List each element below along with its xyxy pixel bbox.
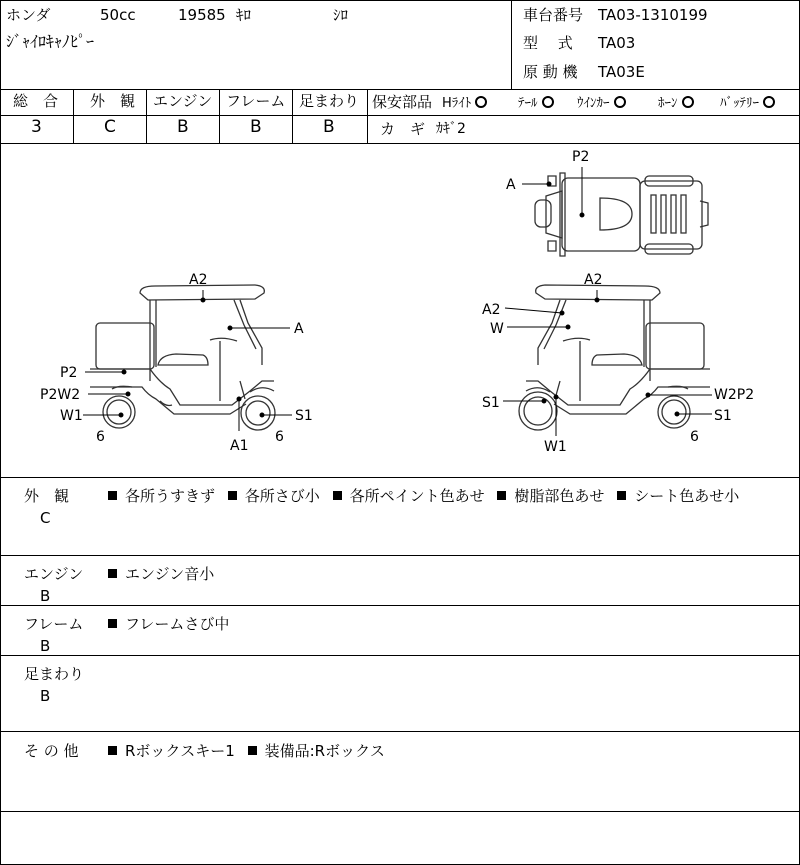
suspension-grade: B <box>323 117 335 137</box>
ok-circle-icon <box>475 96 487 108</box>
safety-item-tail: ﾃｰﾙ <box>518 96 554 110</box>
left-side-markers <box>83 290 292 431</box>
list-item: 各所ペイント色あせ <box>333 487 485 505</box>
list-item: 各所うすきず <box>108 487 215 505</box>
right-w2p2-label: W2P2 <box>714 387 755 403</box>
notes-other-items <box>108 740 393 761</box>
notes-other-label: そ の 他 <box>24 742 79 760</box>
engine-model-label: 原 動 機 <box>523 63 578 81</box>
right-six-label: 6 <box>690 429 699 445</box>
right-a2-top-label: A2 <box>584 272 603 288</box>
notes-engine-grade: B <box>40 587 51 605</box>
left-p2-label: P2 <box>60 365 78 381</box>
notes-exterior-label: 外 観 <box>24 487 70 505</box>
left-w1-label: W1 <box>60 408 83 424</box>
bullet-icon <box>108 746 117 755</box>
bullet-icon <box>497 491 506 500</box>
chassis-label: 車台番号 <box>523 6 584 24</box>
notes-engine-label: エンジン <box>24 565 84 583</box>
safety-item-winker: ｳｲﾝｶｰ <box>577 96 626 110</box>
notes-suspension-label: 足まわり <box>24 665 85 683</box>
list-item: フレームさび中 <box>108 615 229 633</box>
ok-circle-icon <box>763 96 775 108</box>
engine-grade: B <box>177 117 189 137</box>
safety-item-battery: ﾊﾞｯﾃﾘｰ <box>720 96 775 110</box>
overall-grade: 3 <box>31 117 42 137</box>
suspension-label: 足まわり <box>299 92 360 110</box>
safety-item-headlight: Hﾗｲﾄ <box>442 96 487 110</box>
frame-label: フレーム <box>226 92 286 110</box>
bullet-icon <box>617 491 626 500</box>
left-p2w2-label: P2W2 <box>40 387 81 403</box>
notes-frame-items <box>108 613 237 634</box>
bullet-icon <box>108 491 117 500</box>
list-item: エンジン音小 <box>108 565 214 583</box>
overall-label: 総 合 <box>13 92 59 110</box>
list-item: 各所さび小 <box>228 487 320 505</box>
list-item: 装備品:Rボックス <box>248 742 385 760</box>
right-side-drawing <box>519 285 710 430</box>
vehicle-diagram <box>0 143 800 477</box>
ok-circle-icon <box>682 96 694 108</box>
notes-frame-grade: B <box>40 637 51 655</box>
color: ｼﾛ <box>333 6 349 24</box>
bullet-icon <box>248 746 257 755</box>
right-s1-left-label: S1 <box>482 395 500 411</box>
chassis-value: TA03-1310199 <box>598 6 708 24</box>
notes-suspension-grade: B <box>40 687 51 705</box>
notes-exterior-items <box>108 485 747 506</box>
right-w-label: W <box>490 321 504 337</box>
frame-grade: B <box>250 117 262 137</box>
notes-engine-items <box>108 563 222 584</box>
right-s1-right-label: S1 <box>714 408 732 424</box>
key-value: ｶｷﾞ2 <box>436 121 466 137</box>
mileage-unit: ｷﾛ <box>236 6 252 24</box>
notes-exterior-grade: C <box>40 509 51 527</box>
maker: ホンダ <box>6 6 51 24</box>
model-name: ｼﾞｬｲﾛｷｬﾉﾋﾟｰ <box>6 32 95 51</box>
left-side-drawing <box>90 285 275 430</box>
bullet-icon <box>228 491 237 500</box>
left-a-label: A <box>294 321 304 337</box>
top-p2-label: P2 <box>572 149 590 165</box>
list-item: シート色あせ小 <box>617 487 739 505</box>
ok-circle-icon <box>542 96 554 108</box>
exterior-grade: C <box>104 117 116 137</box>
engine-label: エンジン <box>153 92 213 110</box>
left-a2-label: A2 <box>189 272 208 288</box>
bullet-icon <box>333 491 342 500</box>
type-value: TA03 <box>598 34 636 52</box>
left-a1-label: A1 <box>230 438 249 454</box>
displacement: 50cc <box>100 6 136 24</box>
safety-item-horn: ﾎｰﾝ <box>658 96 694 110</box>
engine-model-value: TA03E <box>598 63 645 81</box>
notes-frame-label: フレーム <box>24 615 84 633</box>
ok-circle-icon <box>614 96 626 108</box>
top-a-label: A <box>506 177 516 193</box>
right-a2-label: A2 <box>482 302 501 318</box>
left-s1-label: S1 <box>295 408 313 424</box>
list-item: 樹脂部色あせ <box>497 487 604 505</box>
left-six-rear-label: 6 <box>275 429 284 445</box>
right-w1-label: W1 <box>544 439 567 455</box>
mileage: 19585 <box>178 6 226 24</box>
type-label: 型 式 <box>523 34 573 52</box>
bullet-icon <box>108 569 117 578</box>
key-label: カ ギ <box>380 120 426 138</box>
top-view-markers <box>522 167 584 217</box>
exterior-label: 外 観 <box>90 92 136 110</box>
bullet-icon <box>108 619 117 628</box>
safety-label: 保安部品 <box>372 93 433 111</box>
list-item: Rボックスキー1 <box>108 742 235 760</box>
top-view-drawing <box>535 173 708 256</box>
left-six-front-label: 6 <box>96 429 105 445</box>
